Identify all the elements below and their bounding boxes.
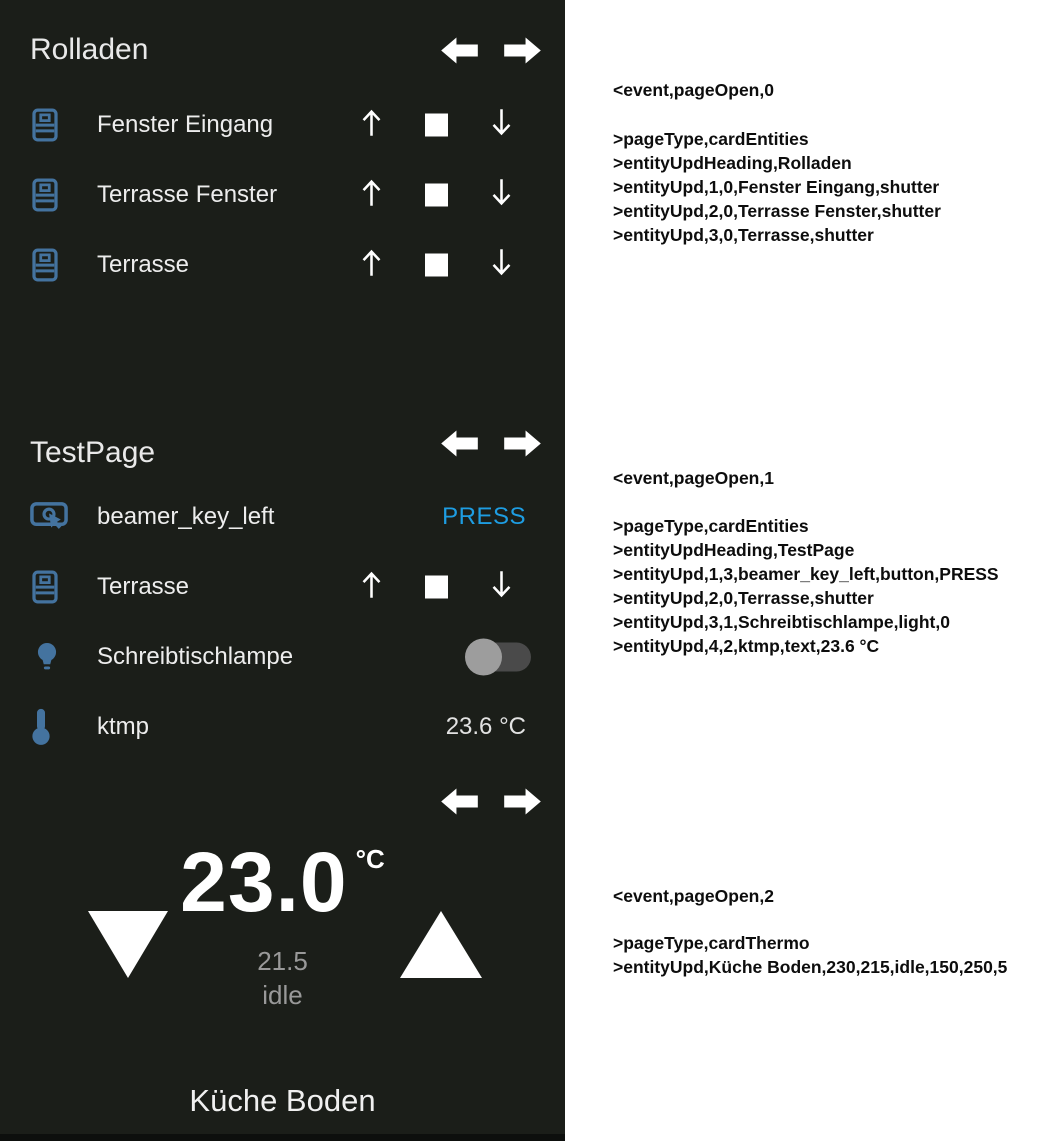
shutter-up-button[interactable] (358, 107, 385, 143)
nav-left-icon (441, 429, 478, 458)
shutter-stop-button[interactable] (425, 114, 448, 137)
protocol-line: >entityUpd,1,3,beamer_key_left,button,PRESS (613, 564, 999, 584)
protocol-line: >entityUpd,1,0,Fenster Eingang,shutter (613, 177, 940, 197)
protocol-line: >entityUpd,4,2,ktmp,text,23.6 °C (613, 636, 880, 656)
page-next-button[interactable] (504, 787, 541, 816)
thermometer-icon (30, 707, 52, 747)
entity-row-ktmp (0, 692, 565, 762)
shutter-down-button[interactable] (488, 177, 515, 213)
nav-right-icon (504, 429, 541, 458)
nav-right-icon (504, 787, 541, 816)
entity-row-terrasse-fenster (0, 160, 565, 230)
shutter-down-button[interactable] (488, 107, 515, 143)
entity-label: Terrasse Fenster (97, 181, 278, 208)
shutter-up-button[interactable] (358, 569, 385, 605)
page-next-button[interactable] (504, 429, 541, 458)
window-shutter-icon (30, 108, 60, 142)
entity-label: Terrasse (97, 573, 190, 600)
panel-bottom-edge (0, 1134, 565, 1141)
shutter-stop-button[interactable] (425, 576, 448, 599)
protocol-line: >entityUpd,2,0,Terrasse,shutter (613, 588, 874, 608)
protocol-line: >entityUpd,Küche Boden,230,215,idle,150,250,5 (613, 957, 1008, 977)
protocol-line: >pageType,cardEntities (613, 129, 809, 149)
gesture-tap-button-icon (30, 500, 68, 535)
page-prev-button[interactable] (441, 787, 478, 816)
entity-label: beamer_key_left (97, 503, 275, 530)
entity-row-schreibtischlampe (0, 622, 565, 692)
nav-right-icon (504, 36, 541, 65)
current-temperature-value: 23.0 (180, 835, 348, 929)
protocol-event-page2: <event,pageOpen,2 (613, 886, 774, 906)
entity-row-fenster-eingang (0, 90, 565, 160)
protocol-block-page2 (613, 931, 1007, 979)
entity-row-terrasse (0, 230, 565, 300)
entity-label: Terrasse (97, 251, 190, 278)
nav-left-icon (441, 787, 478, 816)
window-shutter-icon (30, 248, 60, 282)
card-heading: TestPage (30, 436, 156, 469)
entity-row-terrasse (0, 552, 565, 622)
card-heading: Rolladen (30, 33, 149, 66)
shutter-down-button[interactable] (488, 569, 515, 605)
press-button[interactable]: PRESS (442, 503, 526, 530)
entity-label: Fenster Eingang (97, 111, 274, 138)
temperature-unit: °C (355, 844, 385, 874)
protocol-line: >entityUpdHeading,TestPage (613, 540, 855, 560)
lightbulb-icon (30, 639, 64, 675)
window-shutter-icon (30, 178, 60, 212)
protocol-line: >entityUpd,3,0,Terrasse,shutter (613, 225, 874, 245)
protocol-block-page1 (613, 514, 999, 658)
protocol-line: >pageType,cardEntities (613, 516, 809, 536)
page-prev-button[interactable] (441, 36, 478, 65)
window-shutter-icon (30, 570, 60, 604)
shutter-stop-button[interactable] (425, 184, 448, 207)
shutter-stop-button[interactable] (425, 254, 448, 277)
protocol-line: >entityUpdHeading,Rolladen (613, 153, 852, 173)
protocol-line: >entityUpd,3,1,Schreibtischlampe,light,0 (613, 612, 950, 632)
shutter-up-button[interactable] (358, 177, 385, 213)
protocol-event-page0: <event,pageOpen,0 (613, 80, 774, 100)
shutter-down-button[interactable] (488, 247, 515, 283)
protocol-line: >pageType,cardThermo (613, 933, 810, 953)
target-temperature: 21.5 (257, 946, 308, 976)
light-toggle-off[interactable] (468, 643, 531, 672)
protocol-line: >entityUpd,2,0,Terrasse Fenster,shutter (613, 201, 941, 221)
thermostat-state: idle (262, 980, 303, 1010)
entity-label: ktmp (97, 713, 150, 740)
protocol-block-page0 (613, 127, 941, 247)
sensor-value: 23.6 °C (445, 713, 526, 740)
thermostat-title: Küche Boden (189, 1083, 376, 1118)
protocol-event-page1: <event,pageOpen,1 (613, 468, 774, 488)
shutter-up-button[interactable] (358, 247, 385, 283)
toggle-knob (465, 639, 502, 676)
nav-left-icon (441, 36, 478, 65)
page-prev-button[interactable] (441, 429, 478, 458)
page-next-button[interactable] (504, 36, 541, 65)
entity-row-beamer-key-left (0, 482, 565, 552)
entity-label: Schreibtischlampe (97, 643, 294, 670)
